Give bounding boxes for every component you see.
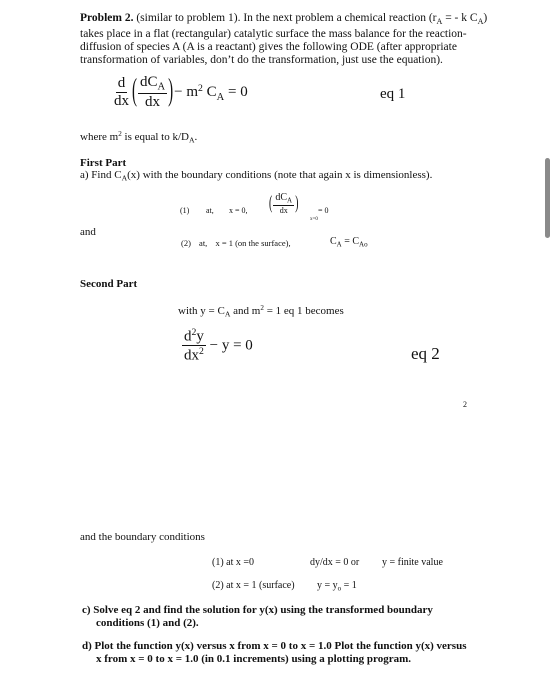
bc-row-1a: (1) at x =0 [212, 557, 255, 568]
bc2-at: at, [199, 238, 208, 248]
with-t3: = 1 eq 1 becomes [263, 304, 344, 317]
part-d-line-1: d) Plot the function y(x) versus x from x = 0 to x = 1.0 Plot the function y(x) versus [82, 640, 467, 652]
bc2-eq: = C [341, 236, 360, 247]
bc1-frac-num: dC [275, 192, 288, 203]
bc2-equation [330, 236, 368, 248]
where-line [80, 128, 197, 147]
eq1-d-num: d [117, 75, 126, 92]
problem-intro [80, 12, 520, 67]
bc-row-2c: = 1 [341, 580, 357, 591]
eq1-c: C [202, 84, 217, 101]
bc2-num: (2) [181, 238, 191, 248]
second-part-with [178, 302, 344, 321]
bc1-frac-den: dx [279, 206, 288, 216]
bc-row-2a: (2) at x = 1 (surface) [212, 580, 295, 591]
eq1-m-sup: 2 [198, 82, 203, 94]
where-t3: . [194, 130, 198, 143]
where-t1: where m [80, 130, 119, 143]
eq2-num-sup: 2 [191, 327, 197, 338]
eq2-den-sup: 2 [199, 345, 204, 357]
intro-line-4: transformation of variables, don’t do the transformation, just use the equation). [80, 53, 443, 66]
second-part-heading: Second Part [80, 278, 138, 290]
with-t2: and m [230, 304, 261, 317]
first-part-heading: First Part [80, 157, 127, 169]
where-t2: is equal to k/D [121, 130, 189, 143]
bc1-num: (1) [180, 206, 190, 215]
eq1-inner-sub: A [157, 81, 166, 93]
bc-title: and the boundary conditions [80, 531, 205, 543]
eq1-minus-m: − m [174, 84, 198, 101]
intro-ca-sub: A [477, 16, 484, 26]
bc-row-1c: y = finite value [382, 557, 443, 568]
eq1-right-paren: ) [168, 74, 174, 109]
bc1-cond: x = 0, [229, 206, 248, 215]
bc1-frac [273, 192, 294, 215]
page-number: 2 [463, 400, 467, 409]
eq1-label: eq 1 [380, 86, 406, 102]
part-d [82, 640, 472, 666]
eq2-rest: − y = 0 [205, 337, 253, 354]
with-sup: 2 [260, 304, 264, 312]
eq1-d-den: dx [114, 92, 129, 109]
eq1-inner-den: dx [145, 94, 161, 111]
bc-row-2b: y = y [317, 580, 338, 591]
intro-line-3: diffusion of species A (A is a reactant) gives the following ODE (after appropriate [80, 40, 457, 53]
bc2-cond: x = 1 (on the surface), [215, 238, 291, 248]
eq2-num-y: y [196, 328, 204, 345]
intro-line-1b: = - k C [442, 12, 478, 24]
bc1-rhs: = 0 [318, 206, 329, 215]
where-sub: A [188, 135, 195, 145]
part-d-line-2: x from x = 0 to x = 1.0 (in 0.1 increments) using a plotting program. [96, 653, 412, 665]
vertical-scrollbar[interactable] [545, 158, 550, 238]
first-part-line-a [80, 169, 432, 185]
bc1-left-paren: ( [269, 193, 273, 215]
bc1-frac-sub: A [287, 196, 293, 205]
bc-row-2-sub: o [337, 584, 342, 593]
bc2-lhs-sub: A [336, 240, 342, 249]
eq2-label: eq 2 [411, 344, 440, 363]
eq1-left-paren: ( [132, 74, 137, 109]
eq2-den: dx [184, 347, 199, 364]
intro-line-1c: ) [483, 12, 488, 24]
bc2-line [181, 238, 291, 248]
intro-line-2: takes place in a flat (rectangular) catalytic surface the mass balance for the reaction- [80, 27, 467, 40]
part-c-line-1: c) Solve eq 2 and find the solution for y(x) using the transformed boundary [82, 604, 433, 616]
equation-1 [112, 74, 248, 111]
and-label: and [80, 226, 96, 238]
line-a-rest: (x) with the boundary conditions (note that again x is dimensionless). [127, 169, 433, 181]
eq1-c-sub: A [216, 91, 225, 103]
eq2-frac [182, 328, 206, 364]
part-c-line-2: conditions (1) and (2). [96, 617, 199, 629]
eq1-d-dx [112, 75, 131, 110]
problem-title: Problem 2. [80, 12, 134, 24]
bc-row-2b-wrap [317, 580, 357, 592]
eq1-inner-frac [138, 74, 167, 111]
bc1-right-paren: ) [295, 193, 299, 215]
bc-row-1b: dy/dx = 0 or [310, 557, 360, 568]
bc1-derivative [268, 192, 299, 215]
with-t1: with y = C [178, 304, 225, 317]
with-sub: A [224, 309, 231, 319]
equation-2 [182, 328, 253, 364]
eq1-inner-num: dC [140, 74, 158, 90]
bc1-at: at, [206, 206, 214, 215]
bc2-lhs: C [330, 236, 337, 247]
part-c [82, 604, 472, 630]
line-a-text: a) Find C [80, 169, 122, 181]
intro-line-1: (similar to problem 1). In the next problem a chemical reaction (r [133, 12, 437, 24]
eq1-rhs: = 0 [224, 84, 248, 101]
bc2-rhs-sub: Ao [359, 240, 368, 249]
intro-ra-sub: A [436, 16, 443, 26]
line-a-sub: A [121, 173, 128, 183]
where-sup: 2 [118, 130, 122, 138]
bc1-eval: x=0 [310, 217, 318, 222]
eq2-num-d: d [184, 328, 192, 345]
